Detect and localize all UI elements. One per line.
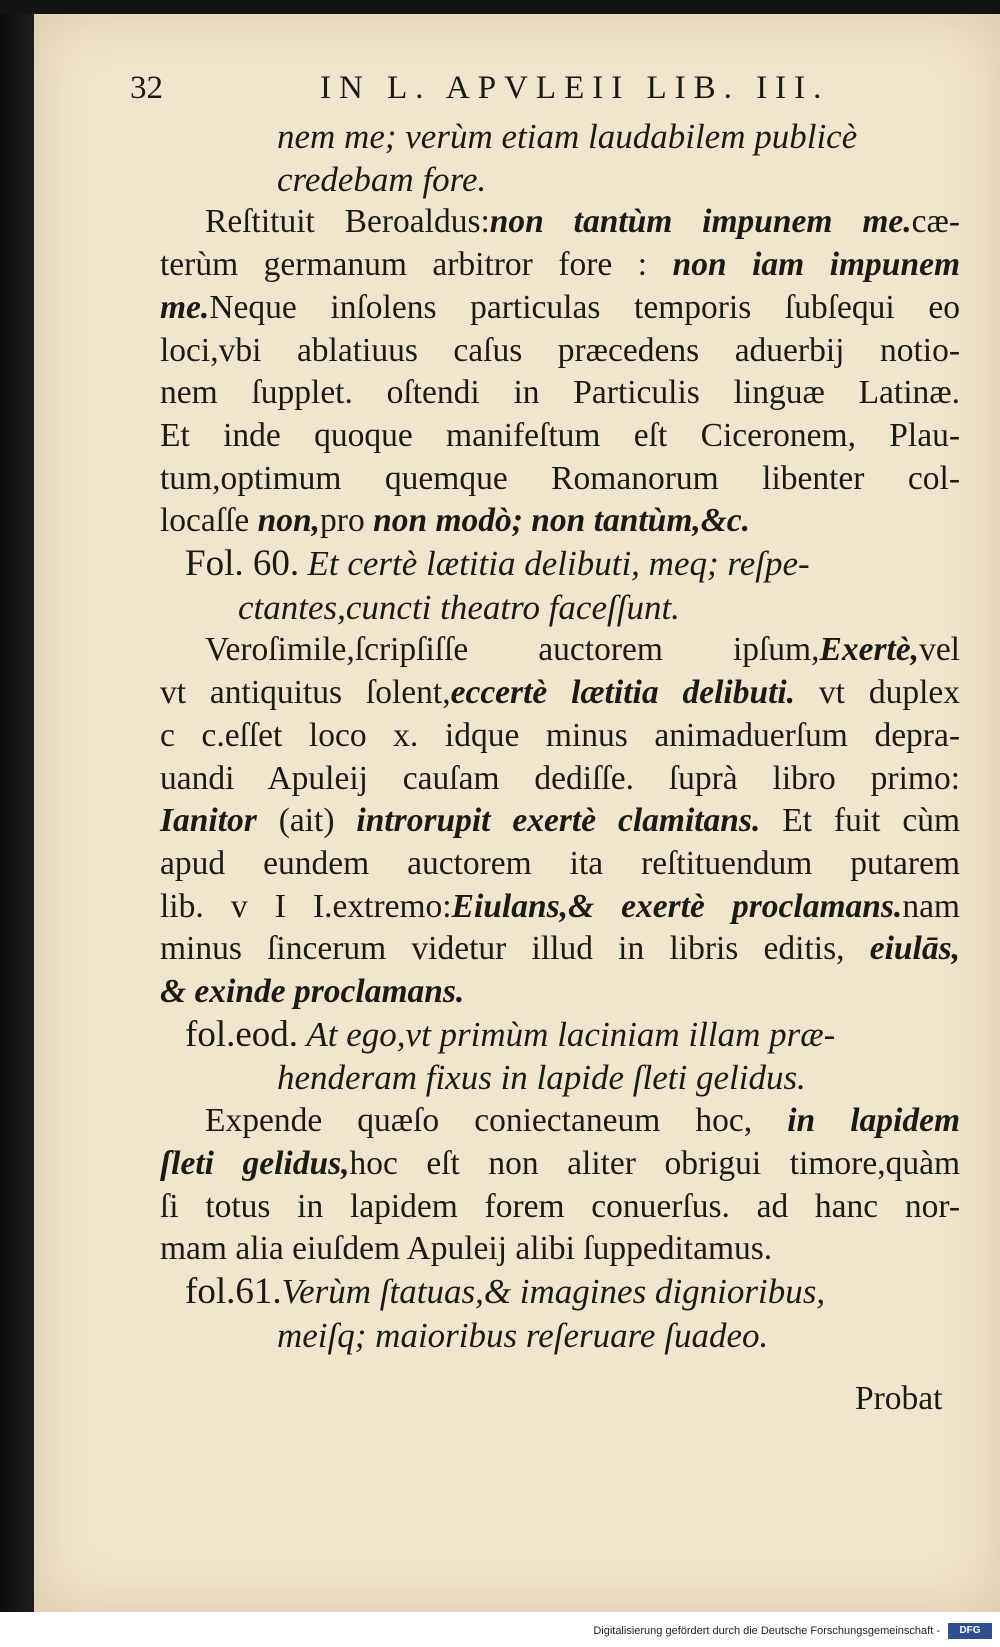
folio-ref: fol.61.	[185, 1270, 282, 1312]
text-run: pro	[320, 502, 365, 540]
text-line: & exinde proclamans.	[160, 973, 465, 1011]
page-header	[130, 70, 930, 116]
text-line: apud eundem auctorem ita reſtituendum putarem	[160, 844, 960, 882]
page-number: 32	[130, 70, 163, 106]
text-line	[160, 928, 960, 971]
italic-run: introrupit exertè clamitans.	[356, 802, 761, 840]
lemma-line: credebam fore.	[277, 159, 487, 199]
text-line	[160, 800, 960, 843]
lemma-quote: Et certè lætitia delibuti, meq; reſpe-	[307, 544, 810, 584]
italic-run: eccertè lætitia delibuti.	[450, 674, 796, 712]
lemma-line	[160, 1271, 960, 1315]
text-line	[160, 1143, 960, 1186]
folio-ref: Fol. 60.	[185, 543, 300, 585]
lemma-line: henderam fixus in lapide ſleti gelidus.	[277, 1058, 806, 1098]
text-line: tum,optimum quemque Romanorum libenter col-	[160, 459, 960, 497]
text-line	[160, 201, 960, 244]
text-run: nam	[902, 887, 960, 925]
italic-run: non iam impunem	[672, 246, 960, 284]
italic-run: me.	[160, 288, 210, 326]
lemma-quote: Verùm ſtatuas,& imagines dignioribus,	[281, 1271, 826, 1311]
catchword: Probat	[855, 1380, 943, 1417]
text-run: Expende quæſo coniectaneum hoc,	[205, 1102, 753, 1140]
text-run: vt duplex	[818, 674, 961, 712]
text-run: Neque inſolens particulas temporis ſubſequi eo	[209, 288, 960, 326]
lemma-quote: At ego,vt primùm laciniam illam præ-	[306, 1014, 836, 1054]
lemma-line	[160, 543, 960, 587]
text-run: (ait)	[278, 802, 335, 840]
text-line: uandi Apuleij cauſam dediſſe. ſuprà libro primo:	[160, 759, 960, 797]
folio-ref: fol.eod.	[185, 1013, 299, 1055]
funding-note: Digitalisierung gefördert durch die Deutsche Forschungsgemeinschaft -	[593, 1625, 940, 1637]
text-run: Reſtituit Beroaldus:	[205, 203, 490, 241]
text-line	[160, 244, 960, 287]
dfg-logo: DFG	[948, 1623, 992, 1639]
lemma-line: meiſq; maioribus reſeruare ſuadeo.	[277, 1315, 769, 1355]
text-run: hoc eſt non aliter obrigui timore,quàm	[349, 1144, 961, 1182]
text-line	[160, 500, 960, 543]
page-edge	[0, 14, 34, 1612]
italic-run: non tantùm impunem me.	[489, 203, 912, 241]
text-run: terùm germanum arbitror fore :	[160, 246, 648, 284]
lemma-line: ctantes,cuncti theatro faceſſunt.	[238, 587, 680, 627]
italic-run: Eiulans,& exertè proclamans.	[451, 887, 903, 925]
running-head: IN L. APVLEII LIB. III.	[320, 70, 830, 106]
text-line: mam alia eiuſdem Apuleij alibi ſuppeditamus.	[160, 1230, 773, 1268]
lemma-line: nem me; verùm etiam laudabilem publicè	[277, 117, 858, 156]
footer-bar	[0, 1612, 1000, 1647]
text-run: cæ-	[911, 203, 960, 241]
text-line: loci,vbi ablatiuus caſus præcedens aduerbij notio-	[160, 331, 960, 369]
text-line: Et inde quoque manifeſtum eſt Ciceronem, Plau-	[160, 416, 960, 454]
text-line	[160, 672, 960, 715]
text-run: vt antiquitus ſolent,	[160, 674, 451, 712]
italic-run: Exertè,	[819, 631, 920, 669]
text-line: c c.eſſet loco x. idque minus animaduerſum depra-	[160, 716, 960, 754]
italic-run: non,	[257, 502, 321, 540]
text-run: locaſſe	[160, 502, 250, 540]
text-line: ſi totus in lapidem forem conuerſus. ad hanc nor-	[160, 1187, 960, 1225]
text-run: Veroſimile,ſcripſiſſe auctorem ipſum,	[205, 631, 820, 669]
lemma-line	[160, 1014, 960, 1058]
text-line	[160, 629, 960, 672]
text-line: nem ſupplet. oſtendi in Particulis linguæ Latinæ.	[160, 374, 960, 412]
italic-run: ſleti gelidus,	[160, 1144, 350, 1182]
italic-run: in lapidem	[787, 1102, 960, 1140]
body-text	[160, 116, 960, 1357]
text-run: lib. v I I.extremo:	[160, 887, 452, 925]
italic-run: Ianitor	[160, 802, 257, 840]
text-line	[160, 886, 960, 929]
text-run: Et fuit cùm	[782, 802, 960, 840]
italic-run: eiulās,	[869, 930, 961, 968]
text-line	[160, 1100, 960, 1143]
text-run: vel	[919, 631, 960, 669]
text-line	[160, 287, 960, 330]
text-run: minus ſincerum videtur illud in libris editis,	[160, 930, 845, 968]
italic-run: non modò; non tantùm,&c.	[373, 502, 751, 540]
